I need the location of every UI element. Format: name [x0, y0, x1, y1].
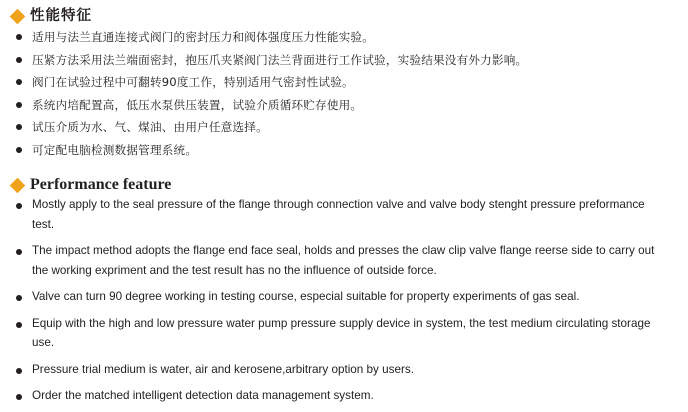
- list-item-text: Mostly apply to the seal pressure of the flange through connection valve and valve body stenght pressure preformance test.: [32, 198, 645, 231]
- list-item-text: Order the matched intelligent detection data management system.: [32, 389, 374, 402]
- bullet-dot-icon: [16, 203, 22, 209]
- feature-list-chinese: [10, 26, 678, 161]
- bullet-dot-icon: [16, 249, 22, 255]
- page-title-chinese: 性能特征: [30, 8, 92, 24]
- list-item: [10, 195, 655, 234]
- bullet-dot-icon: [16, 322, 22, 328]
- bullet-dot-icon: [16, 102, 22, 108]
- bullet-dot-icon: [16, 295, 22, 301]
- list-item-text: 压紧方法采用法兰端面密封，抱压爪夹紧阀门法兰背面进行工作试验，实验结果没有外力影响。: [32, 52, 528, 67]
- list-item-text: 阀门在试验过程中可翻转90度工作，特别适用气密封性试验。: [32, 75, 354, 89]
- list-item: [10, 49, 678, 72]
- bullet-dot-icon: [16, 57, 22, 63]
- list-item-text: 试压介质为水、气、煤油、由用户任意选择。: [32, 120, 268, 134]
- feature-list-english: [10, 195, 655, 406]
- list-item-text: The impact method adopts the flange end face seal, holds and presses the claw clip valve flange reerse side to carry out the working expriment and the test result has no the influence of outside force.: [32, 244, 655, 277]
- list-item-text: Pressure trial medium is water, air and kerosene,arbitrary option by users.: [32, 362, 414, 376]
- list-item: [10, 71, 678, 94]
- diamond-icon: [10, 8, 26, 24]
- bullet-dot-icon: [16, 368, 22, 374]
- list-item-text: 系统内培配置高，低压水泵供压装置，试验介质循环贮存使用。: [32, 97, 363, 112]
- bullet-dot-icon: [16, 394, 22, 400]
- list-item: [10, 139, 678, 162]
- diamond-icon: [10, 177, 26, 193]
- bullet-dot-icon: [16, 124, 22, 130]
- bullet-dot-icon: [16, 79, 22, 85]
- section-heading-english: [10, 175, 678, 195]
- list-item-text: Valve can turn 90 degree working in testing course, especial suitable for property experiments of gas seal.: [32, 290, 580, 303]
- section-heading-chinese: [10, 6, 678, 26]
- bullet-dot-icon: [16, 34, 22, 40]
- page-title-english: Performance feature: [30, 176, 172, 193]
- list-item-text: Equip with the high and low pressure water pump pressure supply device in system, the test medium circulating storage use.: [32, 316, 651, 349]
- bullet-dot-icon: [16, 147, 22, 153]
- list-item: [10, 287, 655, 307]
- list-item: [10, 241, 655, 280]
- list-item-text: 适用与法兰直通连接式阀门的密封压力和阀体强度压力性能实验。: [32, 30, 375, 44]
- list-item: [10, 26, 678, 49]
- list-item: [10, 94, 678, 117]
- list-item: [10, 116, 678, 139]
- list-item: [10, 386, 655, 406]
- list-item-text: 可定配电脑检测数据管理系统。: [32, 142, 198, 157]
- list-item: [10, 360, 655, 380]
- list-item: [10, 314, 655, 353]
